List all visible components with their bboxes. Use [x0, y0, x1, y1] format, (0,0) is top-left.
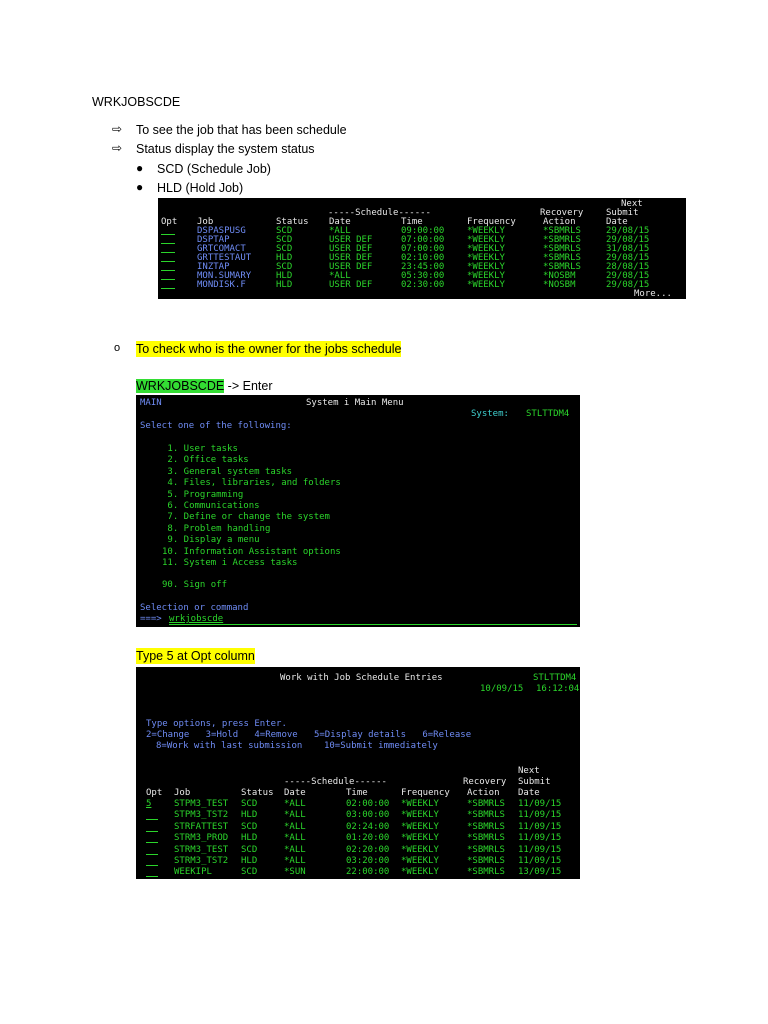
system-label: System: [471, 409, 509, 419]
screen-date: 10/09/15 [480, 684, 524, 694]
menu-item-sign-off[interactable]: 90. Sign off [162, 580, 228, 590]
row-cell-action: *SBMRLS [543, 253, 581, 263]
row-cell-time: 02:20:00 [346, 844, 390, 855]
row-cell-job: STPM3_TEST [174, 799, 229, 809]
row-cell-status: HLD [241, 856, 258, 866]
row-cell-date: USER DEF [329, 244, 373, 254]
header-submit: Submit [518, 777, 551, 787]
row-cell-frequency: *WEEKLY [401, 833, 439, 844]
circle-bullet-icon: o [114, 342, 121, 354]
row-cell-frequency: *WEEKLY [467, 253, 505, 263]
row-cell-time: 02:00:00 [346, 799, 390, 809]
header-schedule: -----Schedule------ [284, 777, 387, 787]
row-cell-time: 22:00:00 [346, 867, 390, 878]
row-cell-action: *SBMRLS [467, 810, 505, 821]
arrow-item-1: To see the job that has been schedule [136, 123, 347, 137]
row-cell-action: *SBMRLS [543, 226, 581, 236]
opt-input-first[interactable]: 5 [146, 799, 152, 809]
dot-item-2: HLD (Hold Job) [157, 181, 244, 195]
row-cell-date: *ALL [284, 810, 306, 821]
row-cell-job: WEEKIPL [174, 867, 212, 878]
row-cell-action: *SBMRLS [467, 833, 505, 844]
dot-bullet-icon: ● [136, 180, 144, 194]
selection-label: Selection or command [140, 603, 249, 613]
row-cell-action: *SBMRLS [467, 799, 505, 809]
row-cell-frequency: *WEEKLY [467, 280, 505, 290]
opt-input-field[interactable] [161, 270, 175, 271]
row-cell-job: MONDISK.F [197, 280, 246, 290]
row-cell-date: USER DEF [329, 262, 373, 272]
column-header-time: Time [346, 788, 368, 798]
column-header-date: Date [284, 788, 306, 798]
row-cell-frequency: *WEEKLY [401, 867, 439, 878]
row-cell-job: DSPTAP [197, 235, 230, 245]
select-prompt: Select one of the following: [140, 421, 292, 431]
row-cell-job: GRTCOMACT [197, 244, 246, 254]
row-cell-status: SCD [241, 821, 258, 832]
menu-item[interactable]: 8. Problem handling [162, 523, 271, 534]
menu-item[interactable]: 2. Office tasks [162, 455, 249, 466]
header-recovery: Recovery [463, 777, 507, 787]
column-header-opt: Opt [161, 217, 178, 227]
row-cell-time: 07:00:00 [401, 235, 445, 245]
system-name: STLTTDM4 [533, 673, 577, 683]
row-cell-status: SCD [241, 867, 258, 878]
row-cell-date: *ALL [329, 271, 351, 281]
opt-input-field[interactable] [146, 865, 158, 866]
row-cell-status: HLD [276, 271, 293, 281]
row-cell-date: *ALL [329, 226, 351, 236]
row-cell-job: MON.SUMARY [197, 271, 252, 281]
header-next: Next [621, 199, 643, 209]
opt-input-field[interactable] [161, 288, 175, 289]
command-line-instruction [136, 378, 273, 394]
row-cell-time: 23:45:00 [401, 262, 445, 272]
row-cell-status: HLD [276, 253, 293, 263]
row-cell-frequency: *WEEKLY [467, 271, 505, 281]
header-submit: Submit [606, 208, 639, 218]
opt-input-field[interactable] [161, 279, 175, 280]
opt-input-field[interactable] [161, 243, 175, 244]
column-header-time: Time [401, 217, 423, 227]
row-cell-time: 07:00:00 [401, 244, 445, 254]
row-cell-job: GRTTESTAUT [197, 253, 252, 263]
column-header-frequency: Frequency [401, 788, 450, 798]
row-cell-next-date: 11/09/15 [518, 821, 562, 832]
row-cell-time: 02:10:00 [401, 253, 445, 263]
row-cell-frequency: *WEEKLY [401, 810, 439, 821]
circle-item: To check who is the owner for the jobs schedule [136, 342, 402, 356]
row-cell-job: STRFATTEST [174, 821, 229, 832]
row-cell-time: 03:00:00 [346, 810, 390, 821]
menu-item[interactable]: 7. Define or change the system [162, 512, 330, 523]
opt-input-field[interactable] [146, 831, 158, 832]
row-cell-time: 09:00:00 [401, 226, 445, 236]
row-cell-frequency: *WEEKLY [401, 799, 439, 809]
row-cell-frequency: *WEEKLY [401, 856, 439, 866]
opt-input-field[interactable] [146, 819, 158, 820]
row-cell-time: 02:24:00 [346, 821, 390, 832]
screen-title: Work with Job Schedule Entries [280, 673, 443, 683]
row-cell-next-date: 31/08/15 [606, 244, 650, 254]
dot-item-1: SCD (Schedule Job) [157, 162, 271, 176]
dot-bullet-icon: ● [136, 161, 144, 175]
row-cell-frequency: *WEEKLY [467, 244, 505, 254]
row-cell-time: 03:20:00 [346, 856, 390, 866]
row-cell-date: USER DEF [329, 253, 373, 263]
menu-item[interactable]: 3. General system tasks [162, 466, 293, 477]
row-cell-status: SCD [241, 799, 258, 809]
column-header-next-date: Date [606, 217, 628, 227]
row-cell-next-date: 29/08/15 [606, 253, 650, 263]
row-cell-job: STRM3_TEST [174, 844, 229, 855]
command-input-underline[interactable] [169, 624, 577, 625]
row-cell-next-date: 11/09/15 [518, 856, 562, 866]
row-cell-action: *NOSBM [543, 271, 576, 281]
row-cell-status: SCD [276, 262, 293, 272]
row-cell-time: 05:30:00 [401, 271, 445, 281]
row-cell-next-date: 29/08/15 [606, 280, 650, 290]
row-cell-next-date: 29/08/15 [606, 226, 650, 236]
system-value: STLTTDM4 [526, 409, 570, 419]
command-input[interactable]: wrkjobscde [169, 614, 224, 624]
command-prompt: ===> [140, 614, 162, 624]
row-cell-next-date: 11/09/15 [518, 799, 562, 809]
column-header-job: Job [174, 788, 191, 798]
row-cell-status: SCD [241, 844, 258, 855]
row-cell-date: *ALL [284, 856, 306, 866]
opt-input-field[interactable] [161, 234, 175, 235]
row-cell-action: *SBMRLS [467, 856, 505, 866]
row-cell-next-date: 11/09/15 [518, 844, 562, 855]
column-header-date: Date [329, 217, 351, 227]
row-cell-status: SCD [276, 226, 293, 236]
row-cell-frequency: *WEEKLY [467, 235, 505, 245]
row-cell-action: *SBMRLS [467, 867, 505, 878]
doc-heading: WRKJOBSCDE [92, 95, 181, 109]
row-cell-action: *SBMRLS [467, 821, 505, 832]
column-header-status: Status [241, 788, 274, 798]
row-cell-action: *SBMRLS [543, 244, 581, 254]
menu-item[interactable]: 9. Display a menu [162, 535, 260, 546]
terminal-screen-work-with-job-schedule [136, 667, 580, 879]
menu-item[interactable]: 4. Files, libraries, and folders [162, 478, 341, 489]
column-header-action: Action [467, 788, 500, 798]
row-cell-date: *ALL [284, 821, 306, 832]
row-cell-next-date: 11/09/15 [518, 810, 562, 821]
row-cell-date: *ALL [284, 833, 306, 844]
row-cell-next-date: 28/08/15 [606, 262, 650, 272]
screen-id: MAIN [140, 398, 162, 408]
opt-input-field[interactable] [161, 252, 175, 253]
opt-input-field[interactable] [146, 876, 158, 877]
instructions: Type options, press Enter. [146, 719, 287, 729]
column-header-frequency: Frequency [467, 217, 516, 227]
menu-item[interactable]: 1. User tasks [162, 444, 238, 454]
row-cell-next-date: 29/08/15 [606, 271, 650, 281]
row-cell-status: HLD [276, 280, 293, 290]
row-cell-status: SCD [276, 235, 293, 245]
row-cell-next-date: 11/09/15 [518, 833, 562, 844]
row-cell-action: *SBMRLS [543, 262, 581, 272]
row-cell-status: HLD [241, 810, 258, 821]
row-cell-frequency: *WEEKLY [401, 821, 439, 832]
menu-item[interactable]: 11. System i Access tasks [162, 558, 298, 568]
row-cell-job: DSPASPUSG [197, 226, 246, 236]
row-cell-job: STRM3_TST2 [174, 856, 229, 866]
row-cell-frequency: *WEEKLY [467, 226, 505, 236]
terminal-screen-job-schedule-list [158, 198, 686, 299]
row-cell-time: 01:20:00 [346, 833, 390, 844]
row-cell-job: INZTAP [197, 262, 230, 272]
opt-input-field[interactable] [146, 854, 158, 855]
row-cell-date: *ALL [284, 799, 306, 809]
row-cell-job: STPM3_TST2 [174, 810, 229, 821]
menu-item[interactable]: 10. Information Assistant options [162, 546, 341, 557]
options-line-1: 2=Change 3=Hold 4=Remove 5=Display details 6=Release [146, 730, 472, 740]
options-line-2: 8=Work with last submission 10=Submit immediately [156, 741, 438, 751]
row-cell-next-date: 29/08/15 [606, 235, 650, 245]
row-cell-frequency: *WEEKLY [467, 262, 505, 272]
opt-input-field[interactable] [161, 261, 175, 262]
column-header-job: Job [197, 217, 214, 227]
menu-item[interactable]: 5. Programming [162, 489, 244, 500]
header-schedule: -----Schedule------ [328, 208, 431, 218]
column-header-opt: Opt [146, 788, 163, 798]
column-header-next-date: Date [518, 788, 540, 798]
header-next: Next [518, 766, 540, 776]
opt-input-field[interactable] [146, 842, 158, 843]
row-cell-next-date: 13/09/15 [518, 867, 562, 878]
row-cell-status: HLD [241, 833, 258, 844]
arrow-bullet-icon: ⇨ [112, 122, 123, 136]
row-cell-status: SCD [276, 244, 293, 254]
row-cell-frequency: *WEEKLY [401, 844, 439, 855]
row-cell-action: *SBMRLS [543, 235, 581, 245]
column-header-status: Status [276, 217, 309, 227]
row-cell-time: 02:30:00 [401, 280, 445, 290]
row-cell-date: *SUN [284, 867, 306, 878]
terminal-screen-main-menu [136, 395, 580, 627]
menu-item[interactable]: 6. Communications [162, 501, 260, 511]
command-suffix: -> Enter [224, 379, 273, 393]
more-indicator: More... [634, 289, 672, 299]
screen-title: System i Main Menu [306, 398, 404, 408]
row-cell-job: STRM3_PROD [174, 833, 229, 844]
row-cell-date: USER DEF [329, 235, 373, 245]
screen-time: 16:12:04 [536, 684, 580, 694]
row-cell-date: *ALL [284, 844, 306, 855]
row-cell-date: USER DEF [329, 280, 373, 290]
row-cell-action: *SBMRLS [467, 844, 505, 855]
type5-label: Type 5 at Opt column [136, 649, 255, 663]
row-cell-action: *NOSBM [543, 280, 576, 290]
command-label: WRKJOBSCDE [136, 379, 225, 393]
column-header-action: Action [543, 217, 576, 227]
arrow-bullet-icon: ⇨ [112, 141, 123, 155]
arrow-item-2: Status display the system status [136, 142, 315, 156]
header-recovery: Recovery [540, 208, 584, 218]
